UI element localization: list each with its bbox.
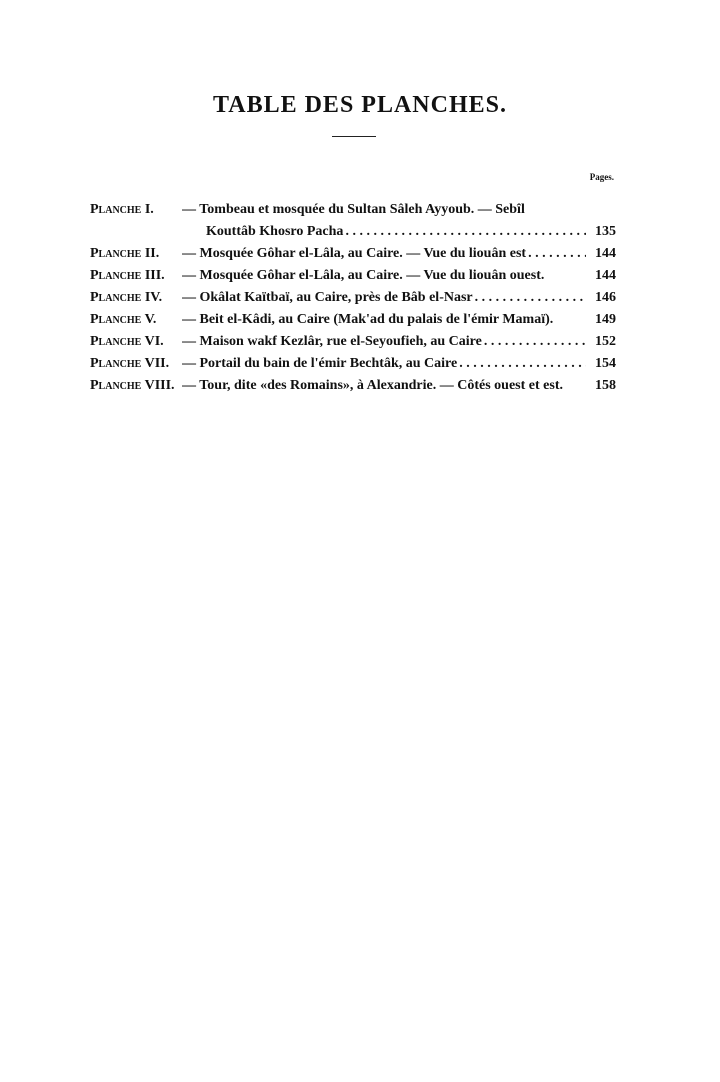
leader-dots [457, 353, 586, 375]
leader-dots [482, 331, 586, 353]
page-number: 158 [595, 378, 616, 393]
leader-dots [544, 265, 586, 287]
plate-entry-continuation [90, 221, 616, 243]
page-number: 146 [595, 290, 616, 305]
plate-number: Planche VIII. [90, 378, 175, 393]
leader-dots [343, 221, 586, 243]
plate-entry [90, 331, 616, 353]
plate-title-text: — Maison wakf Kezlâr, rue el-Seyoufieh, au Caire [182, 334, 482, 349]
plate-title [182, 265, 586, 287]
plate-title-text: — Tour, dite «des Romains», à Alexandrie. — Côtés ouest et est. [182, 378, 563, 393]
plate-entry [90, 287, 616, 309]
plate-number: Planche IV. [90, 290, 163, 305]
plate-entry [90, 265, 616, 287]
plate-number: Planche VII. [90, 356, 170, 371]
plate-title-text: — Mosquée Gôhar el-Lâla, au Caire. — Vue du liouân ouest. [182, 268, 545, 283]
plate-title-text: — Mosquée Gôhar el-Lâla, au Caire. — Vue du liouân est [182, 246, 527, 261]
page-number: 144 [595, 268, 616, 283]
pages-column-label: Pages. [589, 172, 614, 182]
plate-title [182, 375, 586, 397]
plate-entry [90, 199, 616, 221]
plate-title [182, 221, 586, 243]
plate-number: Planche V. [90, 312, 157, 327]
plate-title [182, 353, 586, 375]
plate-title-text: — Tombeau et mosquée du Sultan Sâleh Ayyoub. — Sebîl [182, 202, 525, 217]
plate-number: Planche II. [90, 246, 160, 261]
title-rule [332, 136, 376, 137]
plate-number: Planche I. [90, 202, 154, 217]
leader-dots [553, 309, 586, 331]
plate-title [182, 331, 586, 353]
plate-title-text: — Beit el-Kâdi, au Caire (Mak'ad du palais de l'émir Mamaï). [182, 312, 554, 327]
page-title: TABLE DES PLANCHES. [213, 92, 507, 118]
plate-number: Planche III. [90, 268, 165, 283]
plate-title [182, 287, 586, 309]
page-number: 144 [595, 246, 616, 261]
plate-entry [90, 353, 616, 375]
plate-number: Planche VI. [90, 334, 164, 349]
page-number: 152 [595, 334, 616, 349]
plate-entry [90, 243, 616, 265]
plate-entry [90, 375, 616, 397]
page-number: 154 [595, 356, 616, 371]
plate-title [182, 199, 586, 221]
plate-entry [90, 309, 616, 331]
plate-title [182, 243, 586, 265]
leader-dots [526, 243, 586, 265]
plate-title [182, 309, 586, 331]
leader-dots [525, 199, 586, 221]
page-number: 135 [595, 224, 616, 239]
page-number: 149 [595, 312, 616, 327]
leader-dots [563, 375, 586, 397]
plate-title-text: — Portail du bain de l'émir Bechtâk, au Caire [182, 356, 458, 371]
plate-title-text: Kouttâb Khosro Pacha [206, 224, 344, 239]
plate-title-text: — Okâlat Kaïtbaï, au Caire, près de Bâb el-Nasr [182, 290, 473, 305]
plates-list [90, 199, 616, 397]
leader-dots [473, 287, 586, 309]
